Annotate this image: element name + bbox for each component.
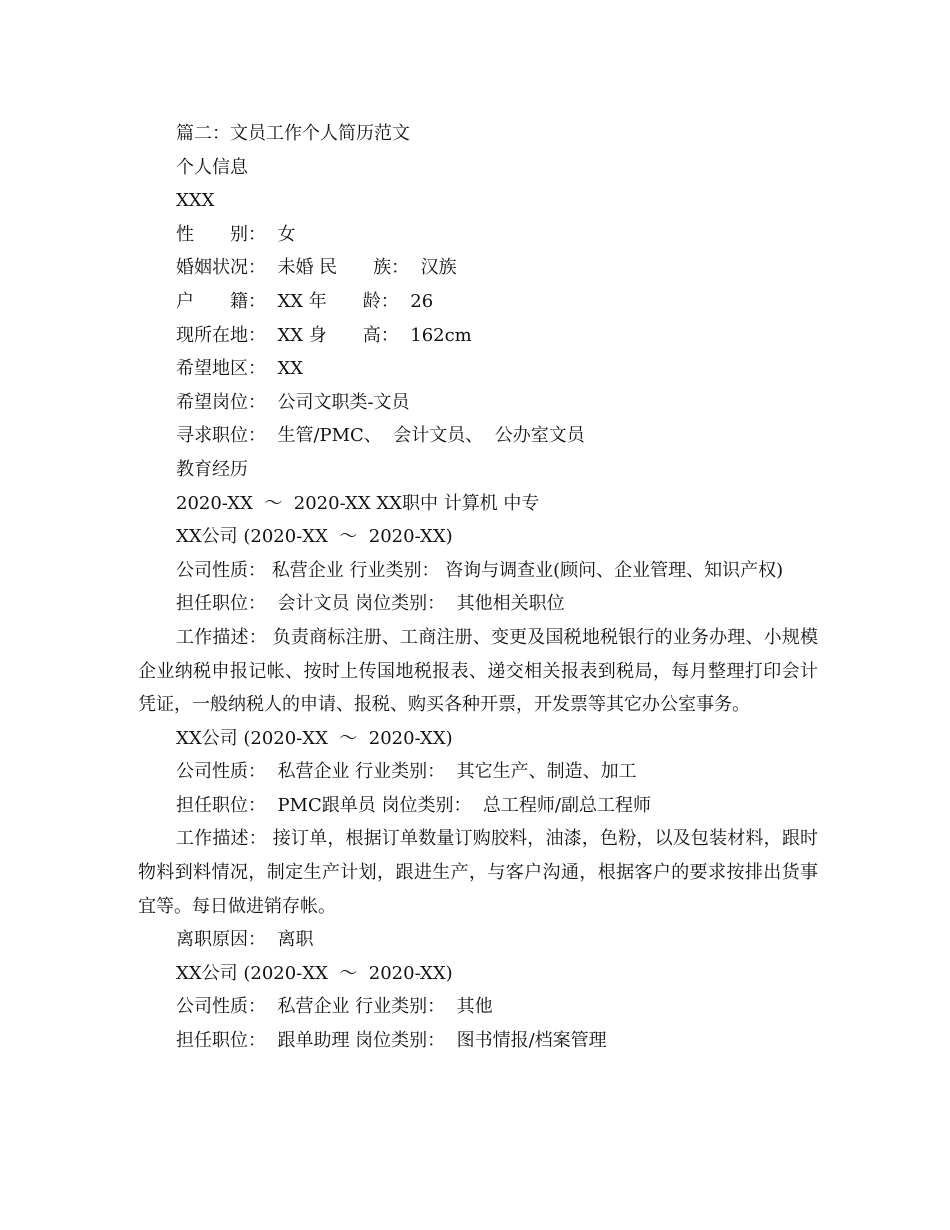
info-marital-ethnicity: 婚姻状况： 未婚 民 族： 汉族 xyxy=(176,257,457,279)
section-heading-education: 教育经历 xyxy=(176,458,248,480)
company-3-nature: 公司性质： 私营企业 行业类别： 其他 xyxy=(176,996,493,1018)
education-entry: 2020-XX ～ 2020-XX XX职中 计算机 中专 xyxy=(176,492,540,514)
document-title: 篇二：文员工作个人简历范文 xyxy=(176,123,410,144)
company-1-header: XX公司 (2020-XX ～ 2020-XX) xyxy=(176,526,453,548)
info-desired-position: 希望岗位： 公司文职类-文员 xyxy=(176,391,410,413)
company-2-position: 担任职位： PMC跟单员 岗位类别： 总工程师/副总工程师 xyxy=(176,794,651,816)
company-1-position: 担任职位： 会计文员 岗位类别： 其他相关职位 xyxy=(176,593,565,615)
company-3-header: XX公司 (2020-XX ～ 2020-XX) xyxy=(176,962,453,984)
info-household-age: 户 籍： XX 年 龄： 26 xyxy=(176,290,434,312)
section-heading-personal-info: 个人信息 xyxy=(176,156,248,178)
info-gender: 性 别： 女 xyxy=(176,223,296,245)
applicant-name: XXX xyxy=(176,190,215,212)
company-2-nature: 公司性质： 私营企业 行业类别： 其它生产、制造、加工 xyxy=(176,761,637,783)
company-2-leave-reason: 离职原因： 离职 xyxy=(176,929,314,951)
company-3-position: 担任职位： 跟单助理 岗位类别： 图书情报/档案管理 xyxy=(176,1030,607,1052)
company-1-description: 工作描述： 负责商标注册、工商注册、变更及国税地税银行的业务办理、小规模企业纳税申报记帐、按时上传国地税报表、递交相关报表到税局，每月整理打印会计凭证，一般纳税人的申请、报税、购买各种开票，开发票等其它办公室事务。 xyxy=(138,626,818,716)
info-desired-region: 希望地区： XX xyxy=(176,358,304,380)
company-2-header: XX公司 (2020-XX ～ 2020-XX) xyxy=(176,727,453,749)
company-2-description: 工作描述： 接订单，根据订单数量订购胶料，油漆，色粉，以及包装材料，跟时物料到料情况，制定生产计划，跟进生产，与客户沟通，根据客户的要求按排出货事宜等。每日做进销存帐。 xyxy=(138,828,818,917)
info-location-height: 现所在地： XX 身 高： 162cm xyxy=(176,324,472,346)
info-sought-jobs: 寻求职位： 生管/PMC、 会计文员、 公办室文员 xyxy=(176,425,585,447)
company-1-nature: 公司性质： 私营企业 行业类别： 咨询与调查业(顾问、企业管理、知识产权) xyxy=(176,559,784,581)
